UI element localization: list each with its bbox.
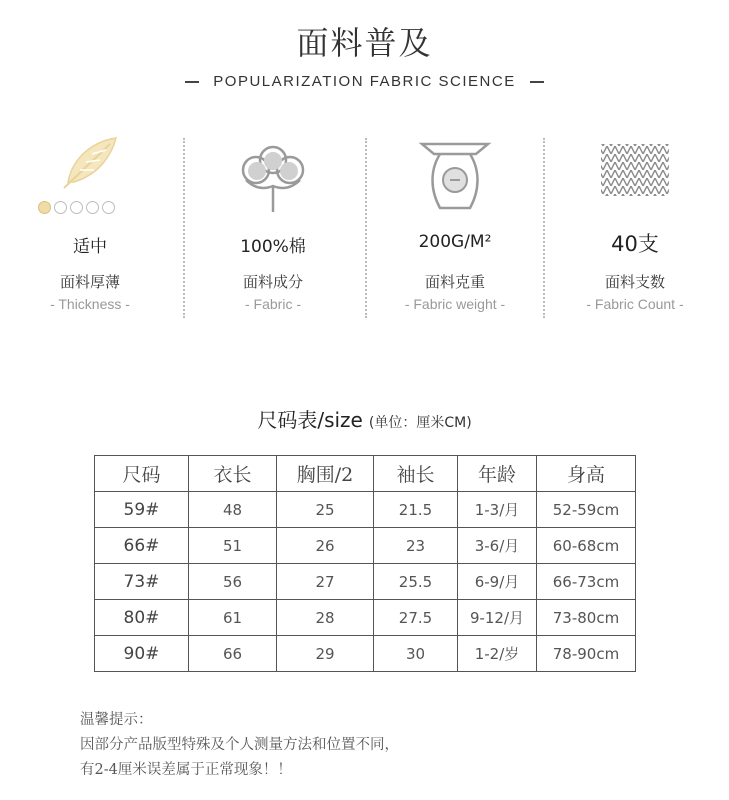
age-cell: 6-9/月	[458, 564, 537, 600]
table-row	[95, 564, 636, 600]
divider	[543, 138, 545, 318]
age-cell: 3-6/月	[458, 528, 537, 564]
feature-count	[545, 130, 725, 330]
fabric-label-en: - Fabric -	[245, 296, 301, 312]
subtitle-dash-right	[530, 81, 544, 83]
sleeve-cell: 23	[374, 528, 458, 564]
length-cell: 66	[189, 636, 277, 672]
age-cell: 1-3/月	[458, 492, 537, 528]
rating-dot-2	[54, 201, 67, 214]
size-cell: 90#	[95, 636, 189, 672]
feather-icon	[0, 130, 180, 230]
thickness-rating	[38, 201, 115, 214]
column-header: 年龄	[458, 456, 537, 492]
weight-label-en: - Fabric weight -	[404, 296, 506, 312]
fabric-value: 100%棉	[240, 237, 306, 257]
cotton-icon	[183, 130, 363, 230]
tips-block	[80, 708, 399, 783]
subtitle-row	[0, 73, 729, 90]
page-subtitle: POPULARIZATION FABRIC SCIENCE	[213, 73, 516, 90]
knit-texture-icon	[545, 130, 725, 230]
sleeve-cell: 30	[374, 636, 458, 672]
height-cell: 73-80cm	[537, 600, 636, 636]
tips-title: 温馨提示：	[80, 712, 153, 728]
length-cell: 61	[189, 600, 277, 636]
chest-cell: 25	[277, 492, 374, 528]
height-cell: 52-59cm	[537, 492, 636, 528]
thickness-label-en: - Thickness -	[50, 296, 130, 312]
height-cell: 60-68cm	[537, 528, 636, 564]
chest-cell: 26	[277, 528, 374, 564]
scale-icon	[365, 130, 545, 230]
column-header: 身高	[537, 456, 636, 492]
chest-cell: 28	[277, 600, 374, 636]
fabric-label: 面料成分	[242, 273, 303, 291]
length-cell: 51	[189, 528, 277, 564]
table-row	[95, 492, 636, 528]
sleeve-cell: 21.5	[374, 492, 458, 528]
feature-fabric	[183, 130, 363, 330]
length-cell: 48	[189, 492, 277, 528]
size-cell: 80#	[95, 600, 189, 636]
thickness-value: 适中	[73, 237, 107, 257]
column-header: 袖长	[374, 456, 458, 492]
table-row	[95, 636, 636, 672]
divider	[183, 138, 185, 318]
feature-thickness	[0, 130, 180, 330]
size-cell: 66#	[95, 528, 189, 564]
table-row	[95, 528, 636, 564]
sleeve-cell: 25.5	[374, 564, 458, 600]
rating-dot-1	[38, 201, 51, 214]
count-label-en: - Fabric Count -	[586, 296, 684, 312]
column-header: 尺码	[95, 456, 189, 492]
weight-label: 面料克重	[424, 273, 485, 291]
tips-line: 有2-4厘米误差属于正常现象！！	[80, 762, 292, 778]
rating-dot-5	[102, 201, 115, 214]
age-cell: 9-12/月	[458, 600, 537, 636]
rating-dot-4	[86, 201, 99, 214]
size-cell: 59#	[95, 492, 189, 528]
column-header: 胸围/2	[277, 456, 374, 492]
column-header: 衣长	[189, 456, 277, 492]
thickness-label: 面料厚薄	[59, 273, 120, 291]
size-chart-title-text: 尺码表/size	[257, 408, 363, 432]
table-row	[95, 600, 636, 636]
length-cell: 56	[189, 564, 277, 600]
size-chart-title	[0, 404, 729, 433]
tips-line: 因部分产品版型特殊及个人测量方法和位置不同，	[80, 737, 399, 753]
rating-dot-3	[70, 201, 83, 214]
subtitle-dash-left	[185, 81, 199, 83]
size-table	[94, 455, 636, 672]
count-label: 面料支数	[604, 273, 665, 291]
page-title: 面料普及	[296, 24, 433, 62]
height-cell: 78-90cm	[537, 636, 636, 672]
age-cell: 1-2/岁	[458, 636, 537, 672]
chest-cell: 27	[277, 564, 374, 600]
height-cell: 66-73cm	[537, 564, 636, 600]
size-cell: 73#	[95, 564, 189, 600]
weight-value: 200G/M²	[418, 232, 492, 252]
chest-cell: 29	[277, 636, 374, 672]
sleeve-cell: 27.5	[374, 600, 458, 636]
size-chart-unit: (单位：厘米CM)	[368, 415, 472, 431]
feature-weight	[365, 130, 545, 330]
count-value: 40支	[611, 232, 659, 256]
divider	[365, 138, 367, 318]
table-header-row	[95, 456, 636, 492]
